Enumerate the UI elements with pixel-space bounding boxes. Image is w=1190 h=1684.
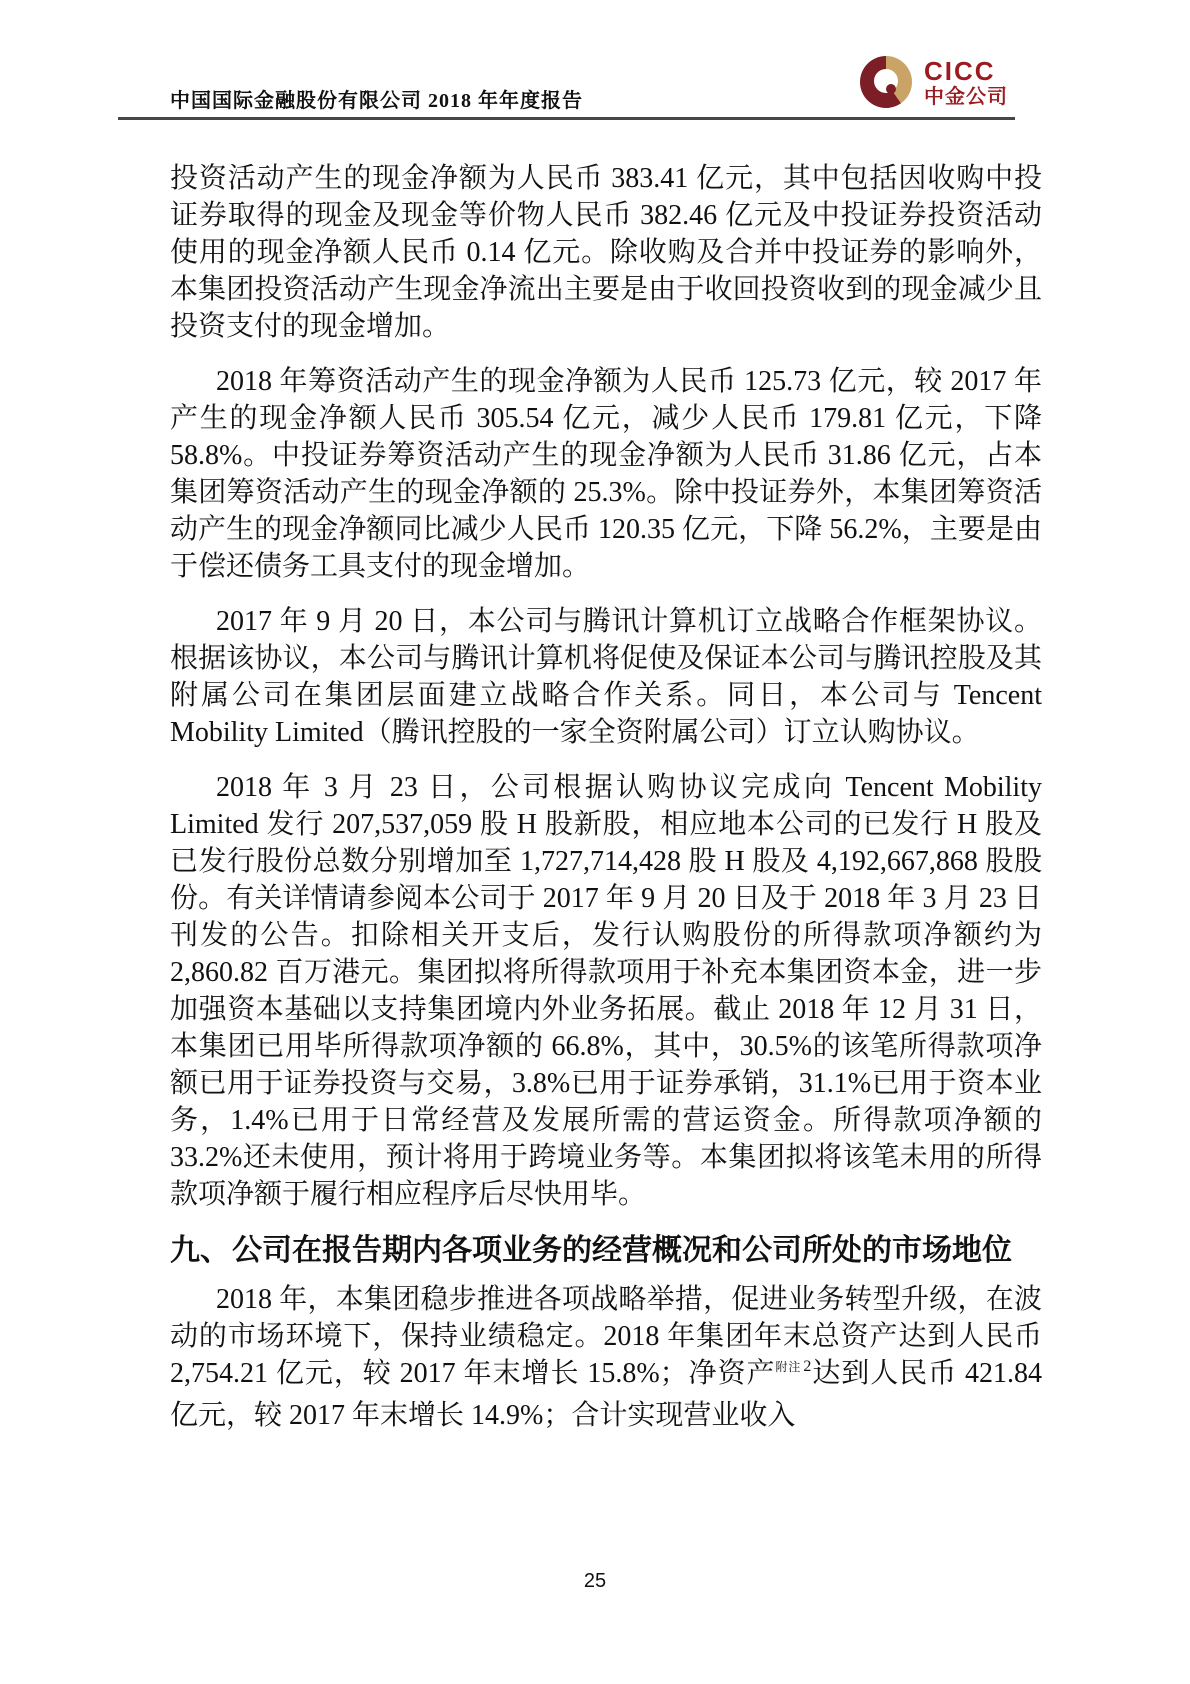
body-paragraph-tencent-framework-agreement: 2017 年 9 月 20 日，本公司与腾讯计算机订立战略合作框架协议。根据该协议，本公司与腾讯计算机将促使及保证本公司与腾讯控股及其附属公司在集团层面建立战略合作关系。同日，本公司与 Tencent Mobility Limited（腾讯控股的一家全资附属公司）订立认购协议。	[170, 606, 1042, 748]
body-paragraph-financing-cash-flow: 2018 年筹资活动产生的现金净额为人民币 125.73 亿元，较 2017 年产生的现金净额人民币 305.54 亿元，减少人民币 179.81 亿元，下降 58.8%。中投证券筹资活动产生的现金净额为人民币 31.86 亿元，占本集团筹资活动产生的现金净额的 25.3%。除中投证券外，本集团筹资活动产生的现金净额同比减少人民币 120.35 亿元，下降 56.2%，主要是由于偿还债务工具支付的现金增加。	[170, 366, 1042, 582]
body-paragraph-business-overview	[170, 1281, 1042, 1434]
logo-dot-shape	[886, 84, 896, 94]
document-body	[170, 160, 1042, 1452]
closing-text-after-note: 达到人民币 421.84 亿元，较 2017 年末增长 14.9%；合计实现营业收入	[170, 1358, 1042, 1431]
cicc-logo-icon	[860, 56, 912, 108]
section-heading-title: 公司在报告期内各项业务的经营概况和公司所处的市场地位	[232, 1234, 1012, 1267]
cicc-logo	[860, 56, 1008, 108]
section-heading-number: 九、	[170, 1234, 230, 1267]
footnote-label: 附注	[775, 1360, 802, 1374]
cicc-wordmark-zh: 中金公司	[924, 85, 1008, 108]
page-number: 25	[583, 1570, 607, 1592]
footnote-number: 2	[803, 1358, 812, 1375]
closing-text-before-note: 2018 年，本集团稳步推进各项战略举措，促进业务转型升级，在波动的市场环境下，保持业绩稳定。2018 年集团年末总资产达到人民币 2,754.21 亿元，较 2017 年末增长 15.8%；净资产	[170, 1284, 1042, 1389]
body-paragraph-investing-cash-flow: 投资活动产生的现金净额为人民币 383.41 亿元，其中包括因收购中投证券取得的现金及现金等价物人民币 382.46 亿元及中投证券投资活动使用的现金净额人民币 0.14 亿元。除收购及合并中投证券的影响外，本集团投资活动产生现金净流出主要是由于收回投资收到的现金减少且投资支付的现金增加。	[170, 163, 1042, 342]
header-divider	[118, 117, 1015, 120]
section-heading	[170, 1231, 1042, 1271]
cicc-wordmark	[924, 55, 1008, 108]
report-header-title: 中国国际金融股份有限公司 2018 年年度报告	[170, 90, 583, 112]
cicc-wordmark-en: CICC	[924, 55, 996, 86]
body-paragraph-share-subscription: 2018 年 3 月 23 日，公司根据认购协议完成向 Tencent Mobility Limited 发行 207,537,059 股 H 股新股，相应地本公司的已发行 H 股及已发行股份总数分别增加至 1,727,714,428 股 H 股及 4,192,667,868 股股份。有关详情请参阅本公司于 2017 年 9 月 20 日及于 2018 年 3 月 23 日刊发的公告。扣除相关开支后，发行认购股份的所得款项净额约为 2,860.82 百万港元。集团拟将所得款项用于补充本集团资本金，进一步加强资本基础以支持集团境内外业务拓展。截止 2018 年 12 月 31 日，本集团已用毕所得款项净额的 66.8%，其中，30.5%的该笔所得款项净额已用于证券投资与交易，3.8%已用于证券承销，31.1%已用于资本业务，1.4%已用于日常经营及发展所需的营运资金。所得款项净额的 33.2%还未使用，预计将用于跨境业务等。本集团拟将该笔未用的所得款项净额于履行相应程序后尽快用毕。	[170, 772, 1042, 1210]
footnote-superscript	[775, 1347, 811, 1378]
